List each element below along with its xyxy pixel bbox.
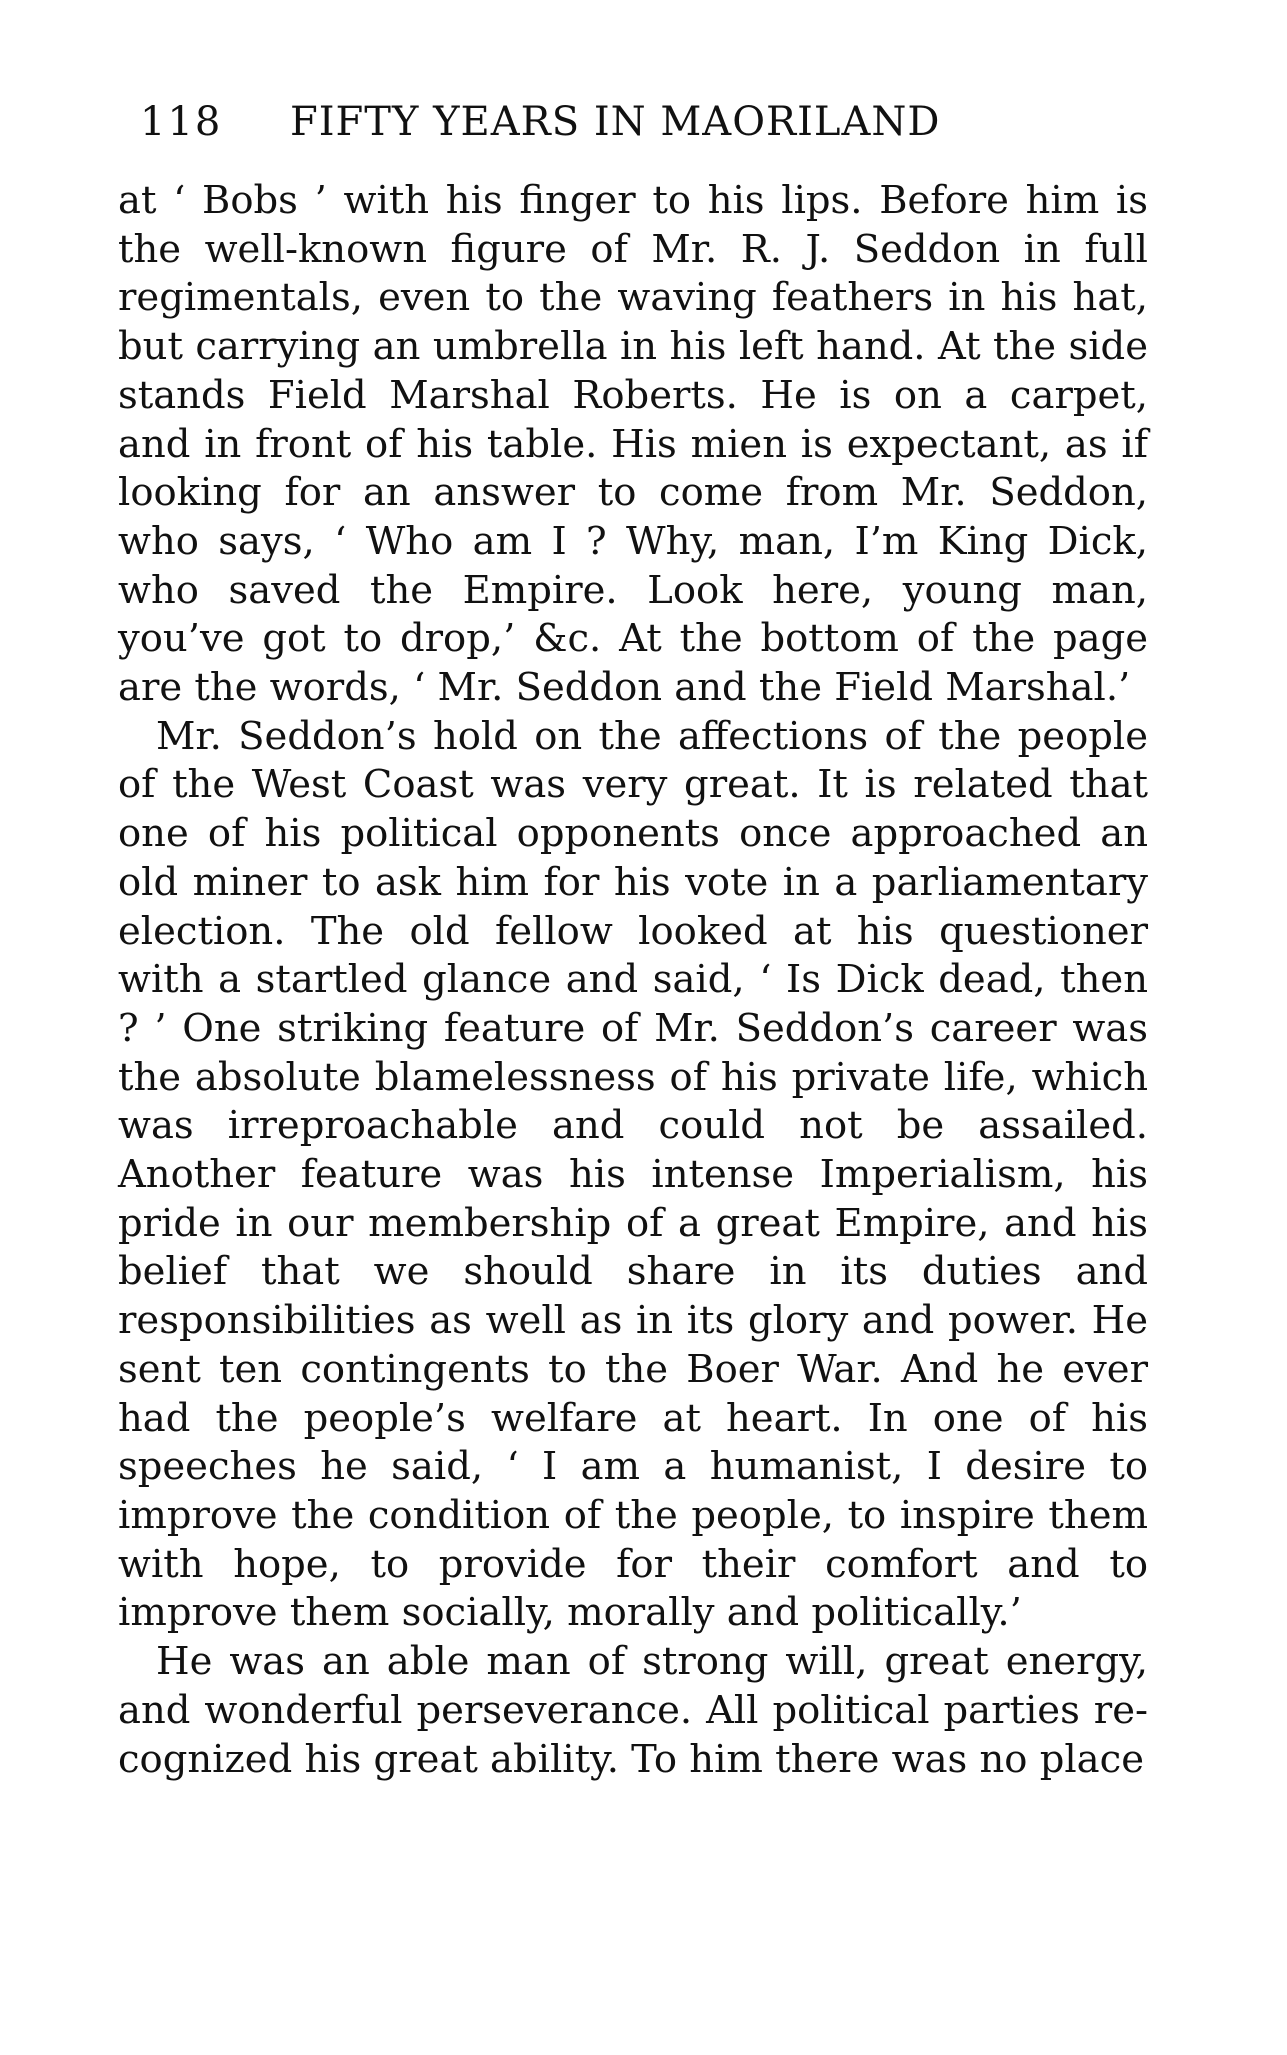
page-number: 118 bbox=[140, 99, 223, 145]
paragraph-seddon-hold: Mr. Seddon’s hold on the affections of the people of the West Coast was very great. It is related that one of his political opponents once approached an old miner to ask him for his vote in a parliamentary election. The old fellow looked at his questioner with a startled glance and said, ‘ Is Dick dead, then ? ’ One striking feature of Mr. Seddon’s career was the absolute blamelessness of his private life, which was irreproachable and could not be assailed. Another feature was his intense Imperialism, his pride in our membership of a great Empire, and his belief that we should share in its duties and responsibilities as well as in its glory and power. He sent ten contingents to the Boer War. And he ever had the people’s welfare at heart. In one of his speeches he said, ‘ I am a humanist, I desire to improve the condition of the people, to inspire them with hope, to provide for their comfort and to improve them socially, morally and politically.’ bbox=[118, 713, 1148, 1636]
book-title: FIFTY YEARS IN MAORILAND bbox=[290, 99, 941, 145]
paragraph-continued: at ‘ Bobs ’ with his finger to his lips. Before him is the well-known figure of Mr. R. J. Seddon in full regimentals, even to the waving feathers in his hat, but carrying an umbrella in his left hand. At the side stands Field Marshal Roberts. He is on a carpet, and in front of his table. His mien is expectant, as if looking for an answer to come from Mr. Seddon, who says, ‘ Who am I ? Why, man, I’m King Dick, who saved the Empire. Look here, young man, you’ve got to drop,’ &c. At the bottom of the page are the words, ‘ Mr. Seddon and the Field Marshal.’ bbox=[118, 178, 1148, 711]
paragraph-able-man: He was an able man of strong will, great energy, and wonderful perseverance. All political parties recognized his great ability. To him there was no place bbox=[118, 1639, 1148, 1782]
body-text bbox=[118, 177, 1148, 1784]
running-head bbox=[140, 94, 1150, 150]
